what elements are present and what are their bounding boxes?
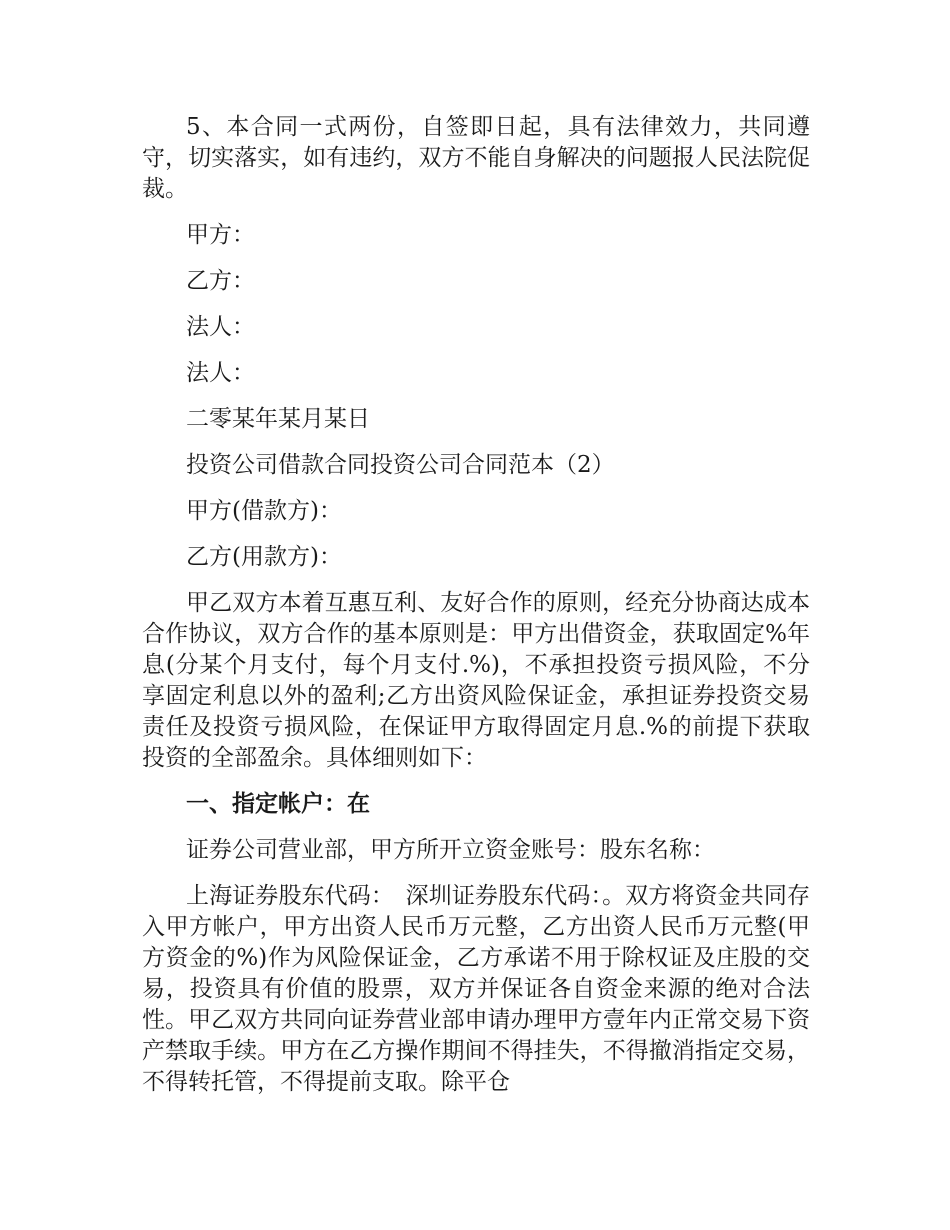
borrower-line: 乙方(用款方)： xyxy=(186,544,342,570)
legal-rep-a-line: 法人： xyxy=(186,314,255,340)
account-details-paragraph: 上海证券股东代码： 深圳证券股东代码：。双方将资金共同存入甲方帐户，甲方出资人民币万元整，乙方出资人民币万元整(甲方资金的%)作为风险保证金，乙方承诺不用于除权证及庄股的交易，投资具有价值的股票，双方并保证各自资金来源的绝对合法性。甲乙双方共同向证券营业部申请办理甲方壹年内正常交易下资产禁取手续。甲方在乙方操作期间不得挂失，不得撤消指定交易，不得转托管，不得提前支取。除平仓 xyxy=(142,883,810,1095)
party-a-line: 甲方： xyxy=(186,222,255,248)
legal-rep-b-line: 法人： xyxy=(186,360,255,386)
principles-paragraph: 甲乙双方本着互惠互利、友好合作的原则，经充分协商达成本合作协议，双方合作的基本原则是：甲方出借资金，获取固定%年息(分某个月支付，每个月支付.%)，不承担投资亏损风险，不分享固定利息以外的盈利;乙方出资风险保证金，承担证券投资交易责任及投资亏损风险，在保证甲方取得固定月息.%的前提下获取投资的全部盈余。具体细则如下： xyxy=(142,590,810,771)
contract-title: 投资公司借款合同投资公司合同范本（2） xyxy=(186,452,615,478)
lender-line: 甲方(借款方)： xyxy=(186,498,342,524)
clause-5-paragraph: 5、本合同一式两份，自签即日起，具有法律效力，共同遵守，切实落实，如有违约，双方不能自身解决的问题报人民法院促裁。 xyxy=(142,114,810,202)
section-1-heading: 一、指定帐户：在 xyxy=(186,791,370,817)
account-line: 证券公司营业部，甲方所开立资金账号：股东名称： xyxy=(186,837,715,863)
document-body xyxy=(142,112,810,1113)
party-b-line: 乙方： xyxy=(186,268,255,294)
date-line: 二零某年某月某日 xyxy=(186,406,370,432)
